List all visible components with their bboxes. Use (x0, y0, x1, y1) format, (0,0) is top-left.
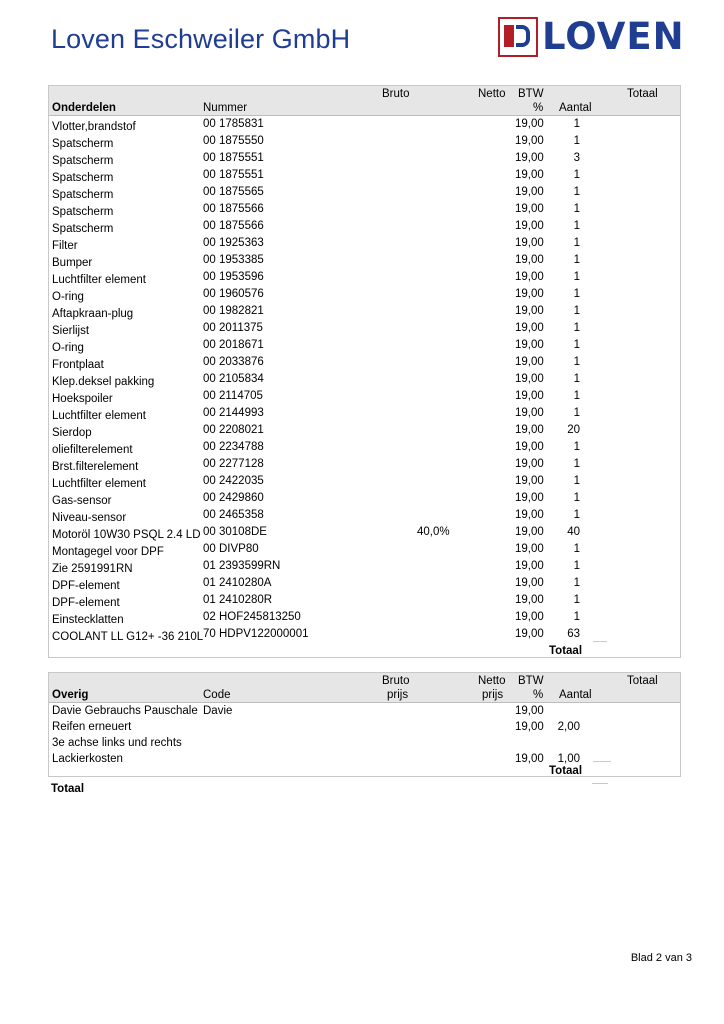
table-row (49, 508, 680, 525)
row-btw: 19,00 (515, 594, 544, 606)
row-btw: 19,00 (515, 543, 544, 555)
row-qty: 1 (573, 458, 580, 470)
row-discount: 40,0% (417, 526, 450, 538)
row-qty: 1 (573, 356, 580, 368)
row-qty: 1 (573, 594, 580, 606)
row-btw: 19,00 (515, 254, 544, 266)
row-qty: 1 (573, 560, 580, 572)
header-netto-prijs: prijs (482, 689, 504, 701)
table-row (49, 440, 680, 457)
row-qty: 20 (567, 424, 580, 436)
row-name: O-ring (52, 342, 84, 354)
row-name: Spatscherm (52, 138, 114, 150)
row-name: Hoekspoiler (52, 393, 113, 405)
row-code: Davie (203, 705, 233, 717)
row-number: 00 2114705 (203, 390, 263, 402)
header-btw: BTW (518, 675, 544, 687)
row-qty: 1 (573, 509, 580, 521)
row-qty: 1 (573, 543, 580, 555)
row-number: 00 1875566 (203, 203, 264, 215)
table-row (49, 287, 680, 304)
row-btw: 19,00 (515, 169, 544, 181)
row-number: 00 2105834 (203, 373, 264, 385)
table-row (49, 627, 680, 644)
row-number: 00 1982821 (203, 305, 264, 317)
table-row (49, 372, 680, 389)
table-row (49, 576, 680, 593)
row-name: Spatscherm (52, 189, 114, 201)
row-name: Luchtfilter element (52, 274, 146, 286)
row-btw: 19,00 (515, 118, 544, 130)
table-row (49, 593, 680, 610)
row-number: 00 2277128 (203, 458, 264, 470)
row-name: DPF-element (52, 597, 120, 609)
header-code: Code (203, 689, 231, 701)
row-btw: 19,00 (515, 611, 544, 623)
header-overig: Overig (52, 689, 89, 701)
row-name: oliefilterelement (52, 444, 133, 456)
row-btw: 19,00 (515, 220, 544, 232)
table-row (49, 457, 680, 474)
row-btw: 19,00 (515, 721, 544, 733)
row-btw: 19,00 (515, 288, 544, 300)
row-number: 00 1875551 (203, 169, 264, 181)
row-qty: 1,00 (557, 753, 580, 765)
other-table (48, 672, 681, 777)
row-name: COOLANT LL G12+ -36 210L (52, 631, 204, 643)
row-number: 00 2018671 (203, 339, 264, 351)
row-qty: 1 (573, 288, 580, 300)
row-number: 00 1960576 (203, 288, 264, 300)
table-row (49, 610, 680, 627)
row-name: Aftapkraan-plug (52, 308, 134, 320)
row-number: 00 DIVP80 (203, 543, 259, 555)
row-name: Sierlijst (52, 325, 90, 337)
table-row (49, 219, 680, 236)
row-number: 02 HOF245813250 (203, 611, 301, 623)
header-totaal: Totaal (627, 88, 658, 100)
row-btw: 19,00 (515, 322, 544, 334)
row-number: 00 1875551 (203, 152, 264, 164)
table-row (49, 168, 680, 185)
table-row (49, 338, 680, 355)
page-number: Blad 2 van 3 (630, 952, 692, 964)
row-number: 00 1925363 (203, 237, 264, 249)
row-number: 00 1875565 (203, 186, 264, 198)
row-btw: 19,00 (515, 492, 544, 504)
row-number: 00 1953385 (203, 254, 264, 266)
header-btw: BTW (518, 88, 544, 100)
row-qty: 1 (573, 441, 580, 453)
row-qty: 1 (573, 135, 580, 147)
row-qty: 40 (567, 526, 580, 538)
parts-table (48, 85, 681, 658)
header-bruto: Bruto (382, 88, 410, 100)
header-aantal: Aantal (559, 689, 592, 701)
row-number: 00 2422035 (203, 475, 264, 487)
header-onderdelen: Onderdelen (52, 102, 116, 114)
row-number: 00 2465358 (203, 509, 264, 521)
row-name: Zie 2591991RN (52, 563, 133, 575)
company-logo (498, 15, 698, 59)
table-row (49, 736, 680, 752)
table-row (49, 542, 680, 559)
row-btw: 19,00 (515, 135, 544, 147)
row-btw: 19,00 (515, 271, 544, 283)
row-name: Lackierkosten (52, 753, 123, 765)
row-qty: 63 (567, 628, 580, 640)
row-name: Sierdop (52, 427, 92, 439)
row-btw: 19,00 (515, 441, 544, 453)
table-row (49, 321, 680, 338)
row-btw: 19,00 (515, 424, 544, 436)
header-aantal: Aantal (559, 102, 592, 114)
company-name: Loven Eschweiler GmbH (51, 24, 351, 54)
row-number: 00 1953596 (203, 271, 264, 283)
parts-table-header (49, 86, 680, 116)
row-name: Spatscherm (52, 155, 114, 167)
row-qty: 1 (573, 118, 580, 130)
row-btw: 19,00 (515, 509, 544, 521)
logo-wordmark: LOVEN (542, 15, 685, 58)
row-btw: 19,00 (515, 458, 544, 470)
table-row (49, 525, 680, 542)
row-qty: 1 (573, 271, 580, 283)
row-number: 00 1875566 (203, 220, 264, 232)
row-name: Reifen erneuert (52, 721, 132, 733)
table-row (49, 202, 680, 219)
row-btw: 19,00 (515, 628, 544, 640)
table-row (49, 236, 680, 253)
logo-emblem-icon (498, 17, 538, 57)
row-btw: 19,00 (515, 407, 544, 419)
row-name: Luchtfilter element (52, 410, 146, 422)
row-btw: 19,00 (515, 390, 544, 402)
row-qty: 1 (573, 322, 580, 334)
header-btw-unit: % (533, 102, 544, 114)
row-qty: 1 (573, 407, 580, 419)
header-totaal: Totaal (627, 675, 658, 687)
table-row (49, 423, 680, 440)
table-row (49, 270, 680, 287)
row-name: O-ring (52, 291, 84, 303)
row-name: Spatscherm (52, 223, 114, 235)
row-number: 00 2208021 (203, 424, 264, 436)
row-number: 00 1875550 (203, 135, 264, 147)
header-nummer: Nummer (203, 102, 248, 114)
row-number: 00 2033876 (203, 356, 264, 368)
row-number: 00 1785831 (203, 118, 264, 130)
row-qty: 1 (573, 237, 580, 249)
row-name: Spatscherm (52, 206, 114, 218)
row-qty: 1 (573, 390, 580, 402)
row-qty: 3 (573, 152, 580, 164)
row-number: 01 2410280R (203, 594, 273, 606)
header-netto: Netto (478, 88, 506, 100)
row-name: Niveau-sensor (52, 512, 127, 524)
row-number: 70 HDPV122000001 (203, 628, 309, 640)
row-qty: 1 (573, 220, 580, 232)
row-btw: 19,00 (515, 356, 544, 368)
header-btw-unit: % (533, 689, 544, 701)
row-btw: 19,00 (515, 753, 544, 765)
table-row (49, 389, 680, 406)
row-name: Filter (52, 240, 78, 252)
row-qty: 1 (573, 169, 580, 181)
row-number: 01 2393599RN (203, 560, 281, 572)
row-name: Vlotter,brandstof (52, 121, 136, 133)
row-name: Frontplaat (52, 359, 104, 371)
table-row (49, 720, 680, 736)
row-qty: 2,00 (557, 721, 580, 733)
row-number: 00 2144993 (203, 407, 264, 419)
other-table-header (49, 673, 680, 703)
row-name: Einstecklatten (52, 614, 124, 626)
table-row (49, 151, 680, 168)
row-qty: 1 (573, 203, 580, 215)
row-btw: 19,00 (515, 152, 544, 164)
row-number: 00 2011375 (203, 322, 263, 334)
row-qty: 1 (573, 577, 580, 589)
table-row (49, 185, 680, 202)
other-total-label: Totaal (549, 765, 583, 777)
row-name: Motoröl 10W30 PSQL 2.4 LD (52, 529, 201, 541)
row-btw: 19,00 (515, 705, 544, 717)
table-row (49, 304, 680, 321)
row-name: Gas-sensor (52, 495, 112, 507)
header-bruto-prijs: prijs (387, 689, 409, 701)
row-qty: 1 (573, 475, 580, 487)
table-row (49, 134, 680, 151)
row-name: Davie Gebrauchs Pauschale (52, 705, 198, 717)
table-row (49, 752, 680, 768)
row-btw: 19,00 (515, 475, 544, 487)
row-number: 00 30108DE (203, 526, 267, 538)
row-qty: 1 (573, 373, 580, 385)
row-name: Montagegel voor DPF (52, 546, 164, 558)
row-name: Spatscherm (52, 172, 114, 184)
row-btw: 19,00 (515, 560, 544, 572)
table-row (49, 491, 680, 508)
row-btw: 19,00 (515, 305, 544, 317)
row-btw: 19,00 (515, 186, 544, 198)
row-name: Bumper (52, 257, 93, 269)
row-number: 00 2429860 (203, 492, 264, 504)
row-btw: 19,00 (515, 577, 544, 589)
row-btw: 19,00 (515, 526, 544, 538)
table-row (49, 117, 680, 134)
table-row (49, 559, 680, 576)
row-qty: 1 (573, 492, 580, 504)
row-number: 01 2410280A (203, 577, 272, 589)
row-qty: 1 (573, 611, 580, 623)
row-name: Luchtfilter element (52, 478, 146, 490)
row-btw: 19,00 (515, 237, 544, 249)
header-bruto: Bruto (382, 675, 410, 687)
row-qty: 1 (573, 305, 580, 317)
table-row (49, 474, 680, 491)
row-name: DPF-element (52, 580, 120, 592)
row-name: Brst.filterelement (52, 461, 139, 473)
row-qty: 1 (573, 186, 580, 198)
row-name: Klep.deksel pakking (52, 376, 155, 388)
grand-total-label: Totaal (51, 783, 85, 795)
row-btw: 19,00 (515, 203, 544, 215)
table-row (49, 704, 680, 720)
header-netto: Netto (478, 675, 506, 687)
row-btw: 19,00 (515, 373, 544, 385)
table-row (49, 406, 680, 423)
table-row (49, 355, 680, 372)
row-name: 3e achse links und rechts (52, 737, 182, 749)
parts-total-label: Totaal (549, 645, 583, 657)
table-row (49, 253, 680, 270)
row-qty: 1 (573, 339, 580, 351)
row-qty: 1 (573, 254, 580, 266)
row-number: 00 2234788 (203, 441, 264, 453)
row-btw: 19,00 (515, 339, 544, 351)
